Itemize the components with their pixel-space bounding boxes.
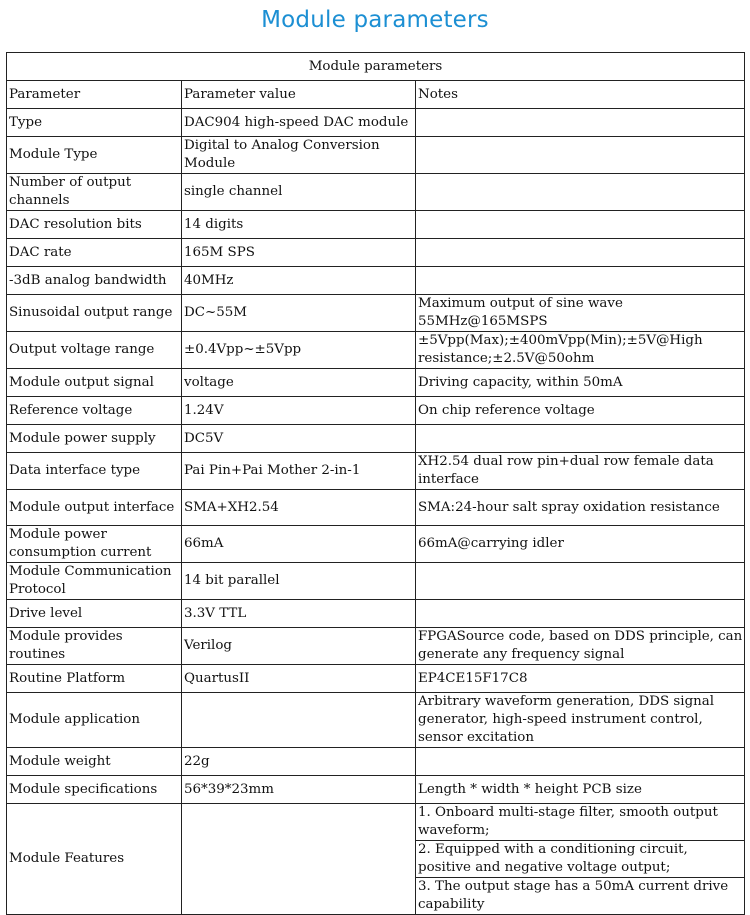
value-cell: 14 digits — [182, 211, 416, 239]
parameter-cell: DAC resolution bits — [7, 211, 182, 239]
table-row — [7, 174, 745, 211]
table-row — [7, 211, 745, 239]
caption-row — [7, 53, 745, 81]
notes-cell: Maximum output of sine wave 55MHz@165MSPS — [416, 295, 745, 332]
table-row — [7, 397, 745, 425]
header-notes: Notes — [416, 81, 745, 109]
notes-cell: XH2.54 dual row pin+dual row female data interface — [416, 453, 745, 490]
value-cell: Verilog — [182, 628, 416, 665]
parameter-cell: -3dB analog bandwidth — [7, 267, 182, 295]
table-row — [7, 369, 745, 397]
notes-cell — [416, 425, 745, 453]
value-cell: Digital to Analog Conversion Module — [182, 137, 416, 174]
header-row — [7, 81, 745, 109]
parameter-cell: Module provides routines — [7, 628, 182, 665]
parameter-cell: Sinusoidal output range — [7, 295, 182, 332]
parameter-cell: Module Features — [7, 804, 182, 915]
notes-cell: SMA:24-hour salt spray oxidation resistance — [416, 490, 745, 526]
table-row — [7, 776, 745, 804]
notes-cell — [416, 174, 745, 211]
value-cell: voltage — [182, 369, 416, 397]
notes-cell: ±5Vpp(Max);±400mVpp(Min);±5V@High resistance;±2.5V@50ohm — [416, 332, 745, 369]
parameter-cell: Module power consumption current — [7, 526, 182, 563]
parameter-cell: Module specifications — [7, 776, 182, 804]
parameter-cell: Module Communication Protocol — [7, 563, 182, 600]
table-row — [7, 600, 745, 628]
table-row — [7, 332, 745, 369]
value-cell: QuartusII — [182, 665, 416, 693]
value-cell: Pai Pin+Pai Mother 2-in-1 — [182, 453, 416, 490]
notes-cell — [416, 211, 745, 239]
table-row — [7, 526, 745, 563]
notes-cell — [416, 563, 745, 600]
parameter-cell: Module output interface — [7, 490, 182, 526]
table-row — [7, 425, 745, 453]
value-cell: 22g — [182, 748, 416, 776]
parameters-table — [6, 52, 745, 915]
table-row — [7, 490, 745, 526]
value-cell — [182, 693, 416, 748]
notes-cell — [416, 748, 745, 776]
table-row — [7, 109, 745, 137]
notes-cell: FPGASource code, based on DDS principle, can generate any frequency signal — [416, 628, 745, 665]
parameter-cell: Reference voltage — [7, 397, 182, 425]
page-title: Module parameters — [261, 7, 489, 33]
parameter-cell: Module weight — [7, 748, 182, 776]
notes-cell: EP4CE15F17C8 — [416, 665, 745, 693]
notes-cell — [416, 600, 745, 628]
value-cell: 14 bit parallel — [182, 563, 416, 600]
table-row — [7, 693, 745, 748]
value-cell: single channel — [182, 174, 416, 211]
value-cell — [182, 804, 416, 915]
parameter-cell: Module Type — [7, 137, 182, 174]
value-cell: DAC904 high-speed DAC module — [182, 109, 416, 137]
header-parameter-value: Parameter value — [182, 81, 416, 109]
table-row — [7, 665, 745, 693]
parameter-cell: Module power supply — [7, 425, 182, 453]
table-row — [7, 804, 745, 841]
parameter-cell: Data interface type — [7, 453, 182, 490]
table-row — [7, 295, 745, 332]
parameter-cell: Module output signal — [7, 369, 182, 397]
parameter-cell: Number of output channels — [7, 174, 182, 211]
notes-cell: On chip reference voltage — [416, 397, 745, 425]
table-row — [7, 137, 745, 174]
value-cell: 3.3V TTL — [182, 600, 416, 628]
notes-cell: Arbitrary waveform generation, DDS signal generator, high-speed instrument control, sensor excitation — [416, 693, 745, 748]
value-cell: 40MHz — [182, 267, 416, 295]
value-cell: SMA+XH2.54 — [182, 490, 416, 526]
notes-cell — [416, 109, 745, 137]
parameter-cell: Output voltage range — [7, 332, 182, 369]
table-row — [7, 267, 745, 295]
parameter-cell: Drive level — [7, 600, 182, 628]
parameter-cell: Routine Platform — [7, 665, 182, 693]
parameter-cell: DAC rate — [7, 239, 182, 267]
table-caption: Module parameters — [7, 53, 745, 81]
table-row — [7, 563, 745, 600]
notes-cell: Driving capacity, within 50mA — [416, 369, 745, 397]
value-cell: 165M SPS — [182, 239, 416, 267]
value-cell: DC~55M — [182, 295, 416, 332]
parameter-cell: Type — [7, 109, 182, 137]
notes-cell — [416, 137, 745, 174]
table-row — [7, 453, 745, 490]
table-row — [7, 748, 745, 776]
notes-cell: 1. Onboard multi-stage filter, smooth output waveform; — [416, 804, 745, 841]
notes-cell: 3. The output stage has a 50mA current drive capability — [416, 878, 745, 915]
value-cell: DC5V — [182, 425, 416, 453]
notes-cell — [416, 267, 745, 295]
notes-cell: 66mA@carrying idler — [416, 526, 745, 563]
value-cell: ±0.4Vpp~±5Vpp — [182, 332, 416, 369]
header-parameter: Parameter — [7, 81, 182, 109]
notes-cell: Length * width * height PCB size — [416, 776, 745, 804]
value-cell: 56*39*23mm — [182, 776, 416, 804]
value-cell: 1.24V — [182, 397, 416, 425]
notes-cell: 2. Equipped with a conditioning circuit, positive and negative voltage output; — [416, 841, 745, 878]
table-row — [7, 239, 745, 267]
notes-cell — [416, 239, 745, 267]
table-row — [7, 628, 745, 665]
parameter-cell: Module application — [7, 693, 182, 748]
value-cell: 66mA — [182, 526, 416, 563]
